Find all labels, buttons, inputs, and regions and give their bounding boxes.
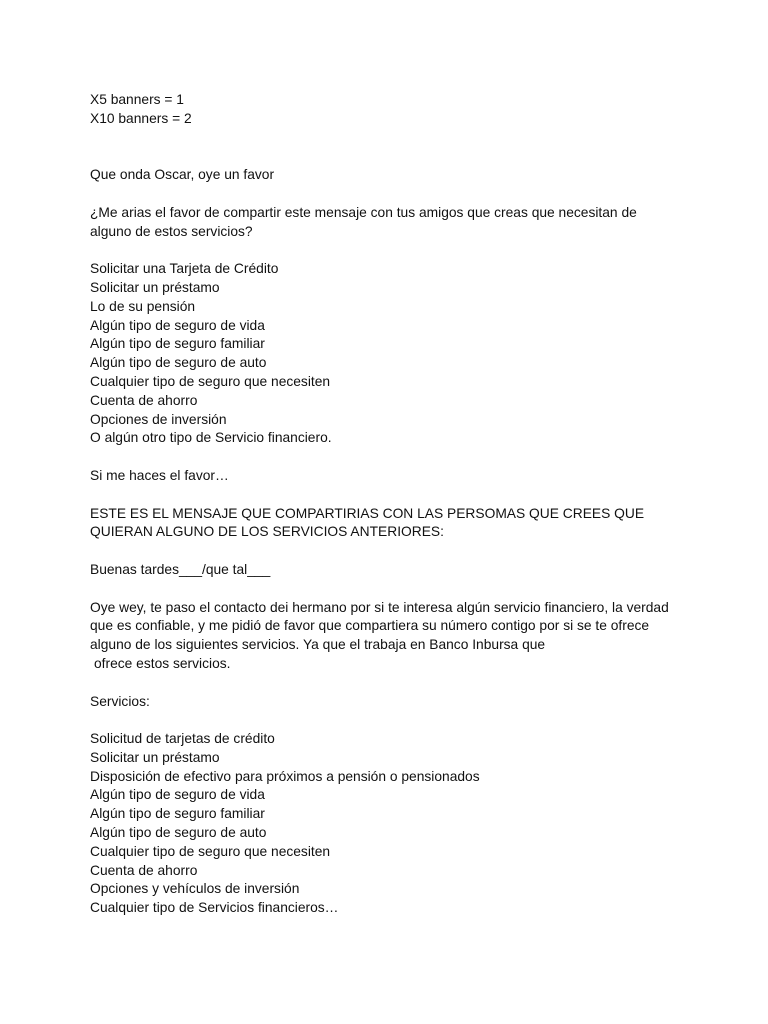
list-item: O algún otro tipo de Servicio financiero. (90, 430, 332, 446)
list-item: Algún tipo de seguro familiar (90, 806, 265, 822)
body-line: alguno de los siguientes servicios. Ya que el trabaja en Banco Inbursa que (90, 637, 546, 653)
list-item: Lo de su pensión (90, 298, 196, 314)
list-item: Algún tipo de seguro de vida (90, 317, 265, 333)
list-item: Solicitar un préstamo (90, 749, 220, 765)
list-item: Algún tipo de seguro de auto (90, 355, 267, 371)
list-item: Cualquier tipo de seguro que necesiten (90, 843, 331, 859)
request-line: alguno de estos servicios? (90, 223, 253, 239)
list-item: Solicitar un préstamo (90, 279, 220, 295)
body-line: ofrece estos servicios. (94, 655, 231, 671)
services-full-list (90, 730, 660, 918)
list-item: Cuenta de ahorro (90, 862, 198, 878)
heading-line: ESTE ES EL MENSAJE QUE COMPARTIRIAS CON LAS PERSOMAS QUE CREES QUE (90, 505, 645, 521)
list-item: Algún tipo de seguro de auto (90, 825, 267, 841)
list-item: Solicitud de tarjetas de crédito (90, 731, 275, 747)
list-item: Cuenta de ahorro (90, 392, 198, 408)
favor-line: Si me haces el favor… (90, 467, 229, 483)
body-paragraph (90, 599, 669, 674)
list-item: Algún tipo de seguro familiar (90, 336, 265, 352)
list-item: Algún tipo de seguro de vida (90, 787, 265, 803)
request-paragraph (90, 204, 660, 242)
body-line: Oye wey, te paso el contacto dei hermano por si te interesa algún servicio financiero, la verdad (90, 599, 669, 615)
services-short-list (90, 260, 660, 448)
heading-line: QUIERAN ALGUNO DE LOS SERVICIOS ANTERIORES: (90, 524, 444, 540)
list-item: Cualquier tipo de Servicios financieros… (90, 900, 339, 916)
request-line: ¿Me arias el favor de compartir este mensaje con tus amigos que creas que necesitan de (90, 204, 637, 220)
message-heading (90, 505, 660, 543)
list-item: Cualquier tipo de seguro que necesiten (90, 373, 331, 389)
list-item: Opciones y vehículos de inversión (90, 881, 300, 897)
body-line: que es confiable, y me pidió de favor que compartiera su número contigo por si se te ofrece (90, 618, 650, 634)
greeting-line: Que onda Oscar, oye un favor (90, 167, 275, 183)
salutation-line: Buenas tardes___/que tal___ (90, 561, 271, 577)
services-label: Servicios: (90, 693, 150, 709)
banner-line: X10 banners = 2 (90, 110, 192, 126)
list-item: Disposición de efectivo para próximos a pensión o pensionados (90, 768, 480, 784)
banner-line: X5 banners = 1 (90, 92, 184, 107)
document-body (90, 91, 669, 918)
list-item: Solicitar una Tarjeta de Crédito (90, 261, 279, 277)
banners-block (90, 91, 660, 129)
list-item: Opciones de inversión (90, 411, 227, 427)
